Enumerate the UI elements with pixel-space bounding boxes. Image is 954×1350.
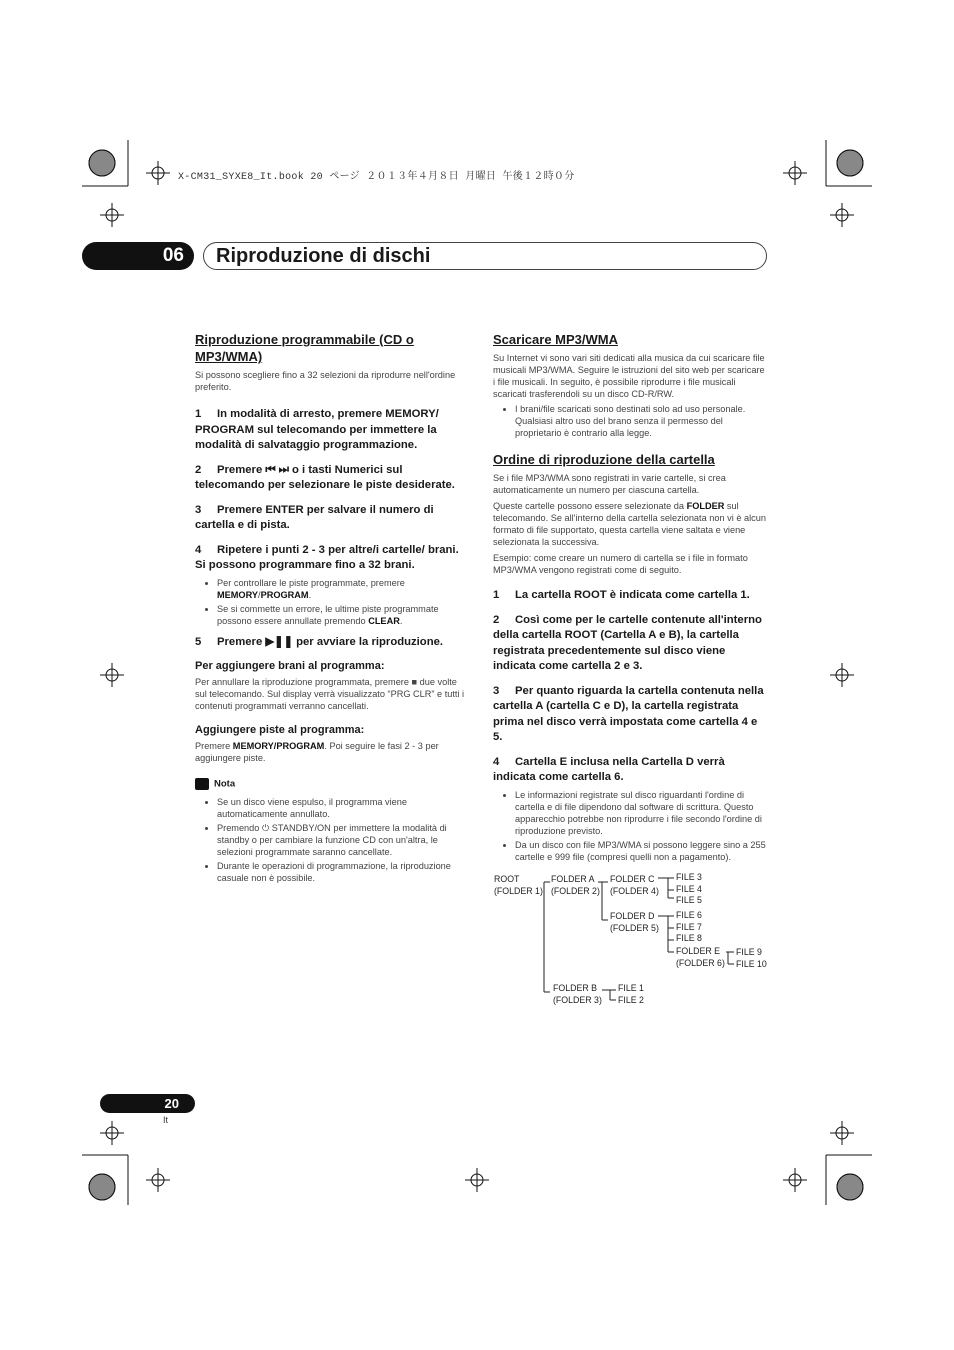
right-column	[493, 331, 768, 865]
order-step-3: 3 Per quanto riguarda la cartella contenuta nella cartella A (cartella C e D), la cartella registrata prima nel disco verrà impostata come cartella 4 e 5.	[493, 684, 764, 743]
left-column	[195, 331, 470, 886]
step-4-bullets	[195, 577, 470, 627]
list-item: • Premendo ⏻ STANDBY/ON per immettere la modalità di standby o per cambiare la funzione CD con un'altra, le selezioni programmate saranno cancellate.	[217, 822, 470, 858]
step-4: 4 Ripetere i punti 2 - 3 per altre/i cartelle/ brani. Si possono programmare fino a 32 brani.	[195, 543, 459, 571]
tree-files-e: FILE 9 FILE 10	[736, 947, 767, 969]
tree-files-c: FILE 3 FILE 4 FILE 5	[676, 872, 702, 905]
note-heading: Nota	[195, 778, 470, 790]
order-step-2: 2 Così come per le cartelle contenute all'interno della cartella ROOT (Cartella A e B), la cartella registrata precedentemente sul disco viene indicata come cartella 2 e 3.	[493, 613, 762, 672]
tree-folder-e: FOLDER E (FOLDER 6)	[676, 946, 725, 968]
step-5: 5 Premere ▶❚❚ per avviare la riproduzione.	[195, 635, 444, 648]
tree-root: ROOT (FOLDER 1)	[494, 874, 543, 896]
tree-files-d: FILE 6 FILE 7 FILE 8	[676, 910, 702, 943]
book-meta: X-CM31_SYXE8_It.book 20 ページ ２０１３年４月８日 月曜日 午後１２時０分	[178, 172, 575, 183]
order-paragraph-3: Esempio: come creare un numero di cartella se i file in formato MP3/WMA vengono registrati come di seguito.	[493, 553, 748, 575]
section-title-download: Scaricare MP3/WMA	[493, 332, 618, 347]
order-paragraph-2: Queste cartelle possono essere selezionate da FOLDER sul telecomando. Se all'interno della cartella selezionata non vi è alcun formato di file supportato, questa cartella viene saltata e viene selezionata la successiva.	[493, 501, 766, 547]
tree-folder-c: FOLDER C (FOLDER 4)	[610, 874, 659, 896]
page-number: 20	[100, 1094, 195, 1113]
list-item: • I brani/file scaricati sono destinati solo ad uso personale. Qualsiasi altro uso del brano senza il permesso del proprietario è contrario alla legge.	[515, 403, 768, 439]
add-tracks-text: Premere MEMORY/PROGRAM. Poi seguire le fasi 2 - 3 per aggiungere piste.	[195, 741, 439, 763]
list-item: • Da un disco con file MP3/WMA si possono leggere sino a 255 cartelle e 999 file (compresi quelli non a pagamento).	[515, 839, 768, 863]
step-2: 2 Premere ⏮ ⏭ o i tasti Numerici sul telecomando per selezionare le piste desiderate.	[195, 463, 455, 491]
tree-folder-a: FOLDER A (FOLDER 2)	[551, 874, 600, 896]
chapter-title: Riproduzione di dischi	[203, 242, 767, 270]
programmable-intro: Si possono scegliere fino a 32 selezioni da riprodurre nell'ordine preferito.	[195, 370, 456, 392]
add-tracks-title: Aggiungere piste al programma:	[195, 724, 365, 736]
section-title-programmable: Riproduzione programmabile (CD o MP3/WMA)	[195, 332, 414, 364]
tree-folder-d: FOLDER D (FOLDER 5)	[610, 911, 659, 933]
download-text: Su Internet vi sono vari siti dedicati alla musica da cui scaricare file musicali MP3/WMA. Seguire le istruzioni del sito web per scaricare i file musicali. In seguito, è possibile riprodurre i file musicali scaricati trasferendoli su un disco CD-R/RW.	[493, 353, 765, 399]
list-item: • Durante le operazioni di programmazione, la riproduzione casuale non è possibile.	[217, 860, 470, 884]
step-3: 3 Premere ENTER per salvare il numero di cartella e di pista.	[195, 503, 434, 531]
order-step-4-bullets	[493, 789, 768, 863]
tree-files-b: FILE 1 FILE 2	[618, 983, 644, 1005]
folder-tree-diagram	[490, 870, 780, 1010]
download-bullets	[493, 403, 768, 439]
order-paragraph-1: Se i file MP3/WMA sono registrati in varie cartelle, si crea automaticamente un numero per ciascuna cartella.	[493, 473, 726, 495]
list-item: • Se si commette un errore, le ultime piste programmate possono essere annullate premendo CLEAR.	[217, 603, 470, 627]
order-step-4: 4 Cartella E inclusa nella Cartella D verrà indicata come cartella 6.	[493, 755, 725, 783]
add-to-program-title: Per aggiungere brani al programma:	[195, 660, 385, 672]
list-item: • Se un disco viene espulso, il programma viene automaticamente annullato.	[217, 796, 470, 820]
chapter-number: 06	[82, 242, 194, 270]
tree-folder-b: FOLDER B (FOLDER 3)	[553, 983, 602, 1005]
list-item: • Le informazioni registrate sul disco riguardanti l'ordine di cartella e di file dipendono dal software di scrittura. Questo apparecchio potrebbe non riprodurre i file secondo l'ordine di riproduzione previsto.	[515, 789, 768, 837]
section-title-folder-order: Ordine di riproduzione della cartella	[493, 452, 715, 467]
step-list	[195, 407, 470, 650]
list-item: • Per controllare le piste programmate, premere MEMORY/PROGRAM.	[217, 577, 470, 601]
order-step-1: 1 La cartella ROOT è indicata come cartella 1.	[493, 589, 750, 601]
note-icon	[195, 778, 209, 790]
add-to-program-text: Per annullare la riproduzione programmata, premere ■ due volte sul telecomando. Sul display verrà visualizzato “PRG CLR” e tutti i contenuti programmati verranno cancellati.	[195, 677, 465, 711]
step-1: 1 In modalità di arresto, premere MEMORY/ PROGRAM sul telecomando per immettere la modalità di salvataggio programmazione.	[195, 408, 439, 451]
note-list	[195, 796, 470, 884]
language-code: It	[163, 1115, 169, 1125]
